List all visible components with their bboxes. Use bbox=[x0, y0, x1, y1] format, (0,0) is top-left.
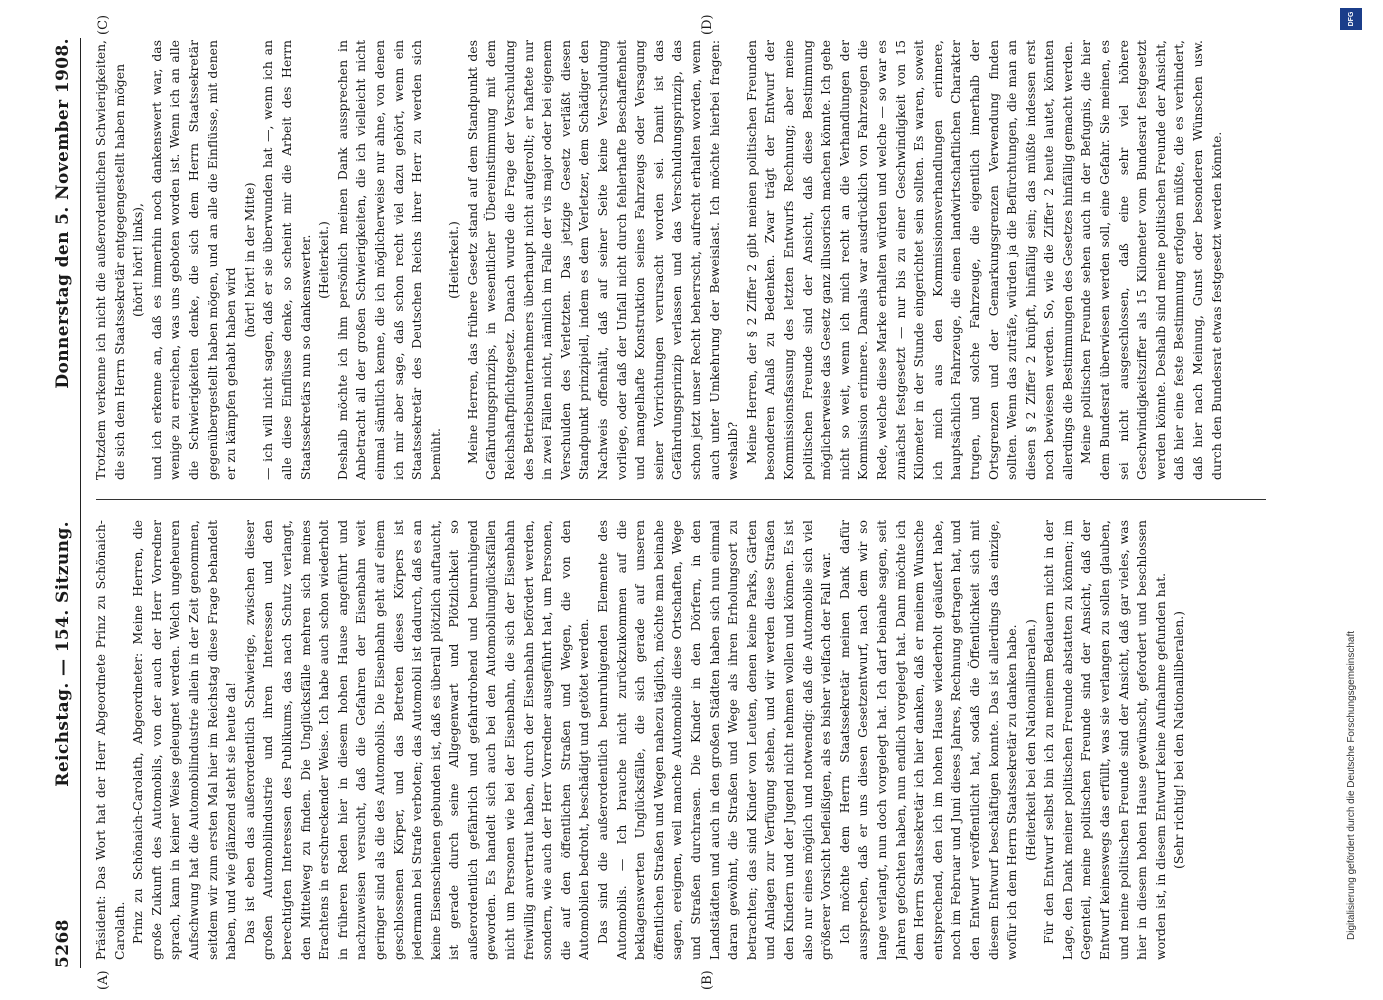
page-number: 5268 bbox=[53, 919, 73, 968]
header-rule bbox=[80, 38, 81, 968]
margin-mark-a: (A) bbox=[96, 970, 111, 990]
right-column bbox=[92, 40, 1272, 480]
interjection: (hört! hört! links), bbox=[130, 203, 146, 317]
paragraph: Für den Entwurf selbst bin ich zu meinem Bedauern nicht in der Lage, den Dank meiner politischen Freunde abstatten zu können; im Gegenteil, meine politischen Freunde sind der Ansicht, daß der Entwurf keineswegs das erfüllt, was sie verlangen zu sollen glauben, und meine politischen Freunde sind der Ansicht, daß gar vieles, was hier in diesem hohen Hause gewünscht, gefordert und beschlossen worden ist, in diesem Entwurf keine Aufnahme gefunden hat. bbox=[1041, 520, 1168, 960]
interjection: (Heiterkeit.) bbox=[446, 221, 462, 299]
digitization-credit: Digitalisierung gefördert durch die Deutsche Forschungsgemeinschaft bbox=[1346, 630, 1357, 940]
session-date: Donnerstag den 5. November 1908. bbox=[53, 38, 73, 389]
paragraph: Das sind die außerordentlich beunruhigenden Elemente des Automobils. — Ich brauche nicht zurückzukommen auf die beklagenswerten Unglücksfälle, die sich gerade auf unseren öffentlichen Straßen und Wegen nahezu täglich, möchte man beinahe sagen, ereignen, weil manche Automobile diese Ortschaften, Wege und Straßen durchrasen. Die Kinder in den Dörfern, in den Landstädten und auch in den großen Städten haben sich nun einmal daran gewöhnt, die Straßen und Wege als ihren Erholungsort zu betrachten; das sind Kinder von Leuten, denen keine Parks, Gärten und Anlagen zur Verfügung stehen, und wir werden diese Straßen den Kindern und der Jugend nicht nehmen wollen und können. Es ist also nur eines möglich und notwendig: daß die Automobile sich viel größerer Vorsicht befleißigen, als es bisher vielfach der Fall war. bbox=[595, 520, 834, 960]
paragraph: Meine Herren, der § 2 Ziffer 2 gibt meinen politischen Freunden besonderen Anlaß zu Bedenken. Zwar trägt der Entwurf der Kommissionsfassung des letzten Entwurfs Rechnung; aber meine politischen Freunde sind der Ansicht, daß diese Bestimmung möglicherweise das Gesetz ganz illusorisch machen könnte. Ich gehe nicht so weit, wenn ich mich recht an die Verhandlungen der Kommission erinnere. Damals war ausdrücklich von Fahrzeugen die Rede, welche diese Marke erhalten würden und welche — so war es zunächst festgesetzt — nur bis zu einer Geschwindigkeit von 15 Kilometer in der Stunde eingerichtet sein sollten. Es waren, soweit ich mich aus den Kommissionsverhandlungen erinnere, hauptsächlich Fahrzeuge, die einen landwirtschaftlichen Charakter trugen, und solche Fahrzeuge, die eigentlich innerhalb der Ortsgrenzen und der Gemarkungsgrenzen Verwendung finden sollten. Wenn das zuträfe, würden ja die Befürchtungen, die man an diesen § 2 Ziffer 2 knüpft, hinfällig sein; das müßte indessen erst noch bewiesen werden. So, wie die Ziffer 2 heute lautet, könnten allerdings die Bestimmungen des Gesetzes hinfällig gemacht werden. bbox=[743, 40, 1075, 480]
margin-mark-d: (D) bbox=[700, 14, 715, 35]
paragraph: Meine politischen Freunde sehen auch in der Befugnis, die hier dem Bundesrat überwiesen werden soll, eine Gefahr. Sie meinen, es sei nicht ausgeschlossen, daß eine sehr viel höhere Geschwindigkeitsziffer als 15 Kilometer vom Bundesrat festgesetzt werden könnte. Deshalb sind meine politischen Freunde der Ansicht, daß hier eine feste Bestimmung erfolgen müßte, die es verhindert, daß hier nach Meinung, Gunst oder besonderen Wünschen usw. durch den Bundesrat etwas festgesetzt werden könnte. bbox=[1078, 40, 1224, 480]
paragraph: Das ist eben das außerordentlich Schwierige, zwischen dieser großen Automobilindustrie und ihren Interessen und den berechtigten Interessen des Publikums, das nach Schutz verlangt, den Mittelweg zu finden. Die Unglücksfälle mehren sich meines Erachtens in erschreckender Weise. Ich habe auch schon wiederholt in früheren Reden hier in diesem hohen Hause angeführt und nachzuweisen versucht, daß die Gefahren der Eisenbahn weit geringer sind als die des Automobils. Die Eisenbahn geht auf einem geschlossenen Körper, und das Betreten dieses Körpers ist jedermann bei Strafe verboten; das Automobil ist dadurch, daß es an keine Eisenschienen gebunden ist, daß es überall plötzlich auftaucht, ist gerade durch seine Allgegenwart und Plötzlichkeit so außerordentlich gefährlich und gefahrdrohend und beunruhigend geworden. Es handelt sich auch bei den Automobilunglücksfällen nicht um Personen wie bei der Eisenbahn, die sich der Eisenbahn freiwillig anvertraut haben, durch der Eisenbahn befördert werden, sondern, wie auch der Herr Vorredner ausgeführt hat, um Personen, die auf den öffentlichen Straßen und Wegen, die von den Automobilen bedroht, beschädigt und getötet werden. bbox=[241, 520, 592, 960]
page-header bbox=[48, 38, 78, 968]
margin-mark-c: (C) bbox=[96, 14, 111, 35]
paragraph: Meine Herren, das frühere Gesetz stand auf dem Standpunkt des Gefährdungsprinzips, in wesentlicher Übereinstimmung mit dem Reichshaftpflichtgesetz. Danach wurde die Frage der Verschuldung des Betriebsunternehmers überhaupt nicht aufgerollt; er haftete nur in zwei Fällen nicht, nämlich im Falle der vis major oder bei eigenem Verschulden des Verletzten. Das jetzige Gesetz verläßt diesen Standpunkt prinzipiell, indem es dem Verletzer, dem Schädiger den Nachweis offenhält, daß auf seiner Seite keine Verschuldung vorliege, oder daß der Unfall nicht durch fehlerhafte Beschaffenheit und mangelhafte Konstruktion seines Fahrzeugs oder Versagung seiner Vorrichtungen verursacht worden sei. Damit ist das Gefährdungsprinzip verlassen und das Verschuldungsprinzip, das schon jetzt unser Recht beherrscht, aufrecht erhalten worden, wenn auch unter Umkehrung der Beweislast. Ich möchte hierbei fragen: weshalb? bbox=[464, 40, 741, 480]
paragraph: Trotzdem verkenne ich nicht die außerordentlichen Schwierigkeiten, die sich dem Herrn Staatssekretär entgegengestellt haben mögen bbox=[93, 40, 127, 480]
left-column bbox=[92, 520, 1272, 960]
dfg-logo: DFG bbox=[1340, 8, 1362, 30]
interjection: (hört! hört! in der Mitte) bbox=[241, 182, 257, 338]
interjection: (Sehr richtig! bei den Nationalliberalen.) bbox=[1171, 611, 1187, 869]
margin-mark-b: (B) bbox=[700, 970, 715, 990]
paragraph: Deshalb möchte ich ihm persönlich meinen Dank aussprechen in Anbetracht all der großen Schwierigkeiten, die ich vielleicht nicht einmal sämtlich kenne, die ich möglicherweise nur ahne, von denen ich mir aber sage, daß schon recht viel dazu gehört, wenn ein Staatssekretär des Deutschen Reichs ihrer Herr zu werden sich bemüht. bbox=[334, 40, 443, 480]
paragraph: und ich erkenne an, daß es immerhin noch dankenswert war, das wenige zu erreichen, was uns geboten worden ist. Wenn ich an alle die Schwierigkeiten denke, die sich dem Herrn Staatssekretär gegenübergestellt haben mögen, und an alle die Einflüsse, mit denen er zu kämpfen gehabt haben wird bbox=[148, 40, 239, 480]
paragraph: — ich will nicht sagen, daß er sie überwunden hat —, wenn ich an alle diese Einflüsse denke, so scheint mir die Arbeit des Herrn Staatssekretärs nun so dankenswerter. bbox=[260, 40, 313, 480]
paragraph: Präsident: Das Wort hat der Herr Abgeordnete Prinz zu Schönaich-Carolath. bbox=[93, 520, 127, 960]
paragraph: Prinz zu Schönaich-Carolath, Abgeordneter: Meine Herren, die große Zukunft des Automobils, von der auch der Herr Vorredner sprach, kann in keiner Weise geleugnet werden. Welch ungeheuren Aufschwung hat die Automobilindustrie allein in der Zeit genommen, seitdem wir zum ersten Mal hier im Reichstag diese Frage behandelt haben, und wie glänzend steht sie heute da! bbox=[130, 520, 239, 960]
session-title: Reichstag. — 154. Sitzung. bbox=[53, 521, 73, 787]
interjection: (Heiterkeit bei den Nationalliberalen.) bbox=[1022, 619, 1038, 861]
paragraph: Ich möchte dem Herrn Staatssekretär meinen Dank dafür aussprechen, daß er uns diesen Gesetzentwurf, nach dem wir so lange verlangt, nun doch vorgelegt hat. Ich darf beinahe sagen, seit Jahren gefochten haben, nun endlich vorgelegt hat. Dann möchte ich dem Herrn Staatssekretär ich hier danken, daß er meinem Wunsche entsprechend, den ich im hohen Hause wiederholt geäußert habe, noch im Februar und Juni dieses Jahres, Rechnung getragen hat, und den Entwurf veröffentlicht hat, sodaß die Öffentlichkeit sich mit diesem Entwurf beschäftigen konnte. Das ist allerdings das einzige, wofür ich dem Herrn Staatssekretär zu danken habe. bbox=[836, 520, 1020, 960]
column-divider bbox=[96, 499, 1266, 500]
interjection: (Heiterkeit.) bbox=[316, 221, 332, 299]
